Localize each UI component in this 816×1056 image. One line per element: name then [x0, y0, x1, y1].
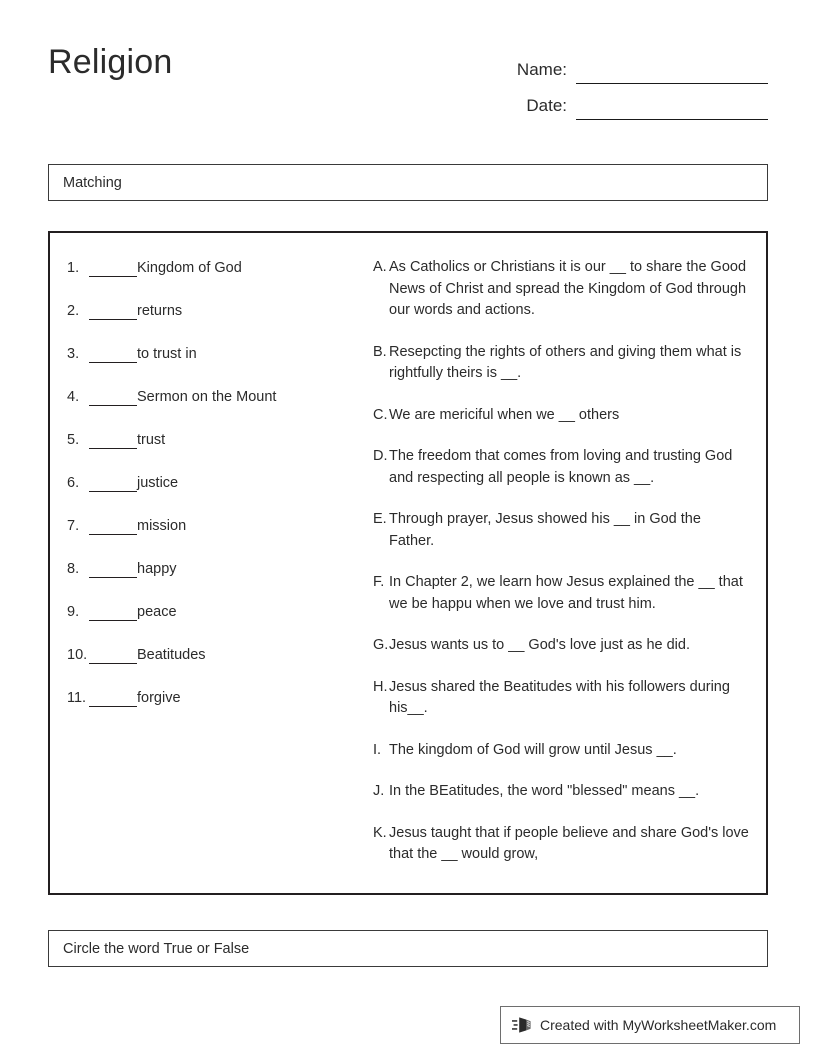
definition-text: We are mericiful when we __ others [389, 406, 620, 423]
section-header-matching-label: Matching [63, 174, 122, 191]
term-answer-blank[interactable] [89, 687, 137, 707]
term-label: Sermon on the Mount [137, 389, 277, 405]
definition-letter: A. [373, 259, 387, 275]
definition-text: The kingdom of God will grow until Jesus __. [389, 741, 677, 758]
date-label: Date: [526, 96, 567, 115]
page-title: Religion [48, 43, 173, 81]
matching-definitions-column [357, 255, 750, 866]
definition-letter: G. [373, 637, 389, 653]
term-label: Kingdom of God [137, 260, 242, 276]
term-answer-blank[interactable] [89, 300, 137, 320]
matching-definition-row [373, 781, 750, 803]
term-number: 8. [67, 561, 80, 577]
term-number: 1. [67, 260, 80, 276]
worksheet-maker-logo-icon [511, 1014, 533, 1036]
term-number: 7. [67, 518, 80, 534]
term-label: mission [137, 518, 187, 534]
definition-text: The freedom that comes from loving and trusting God and respecting all people is known as __. [389, 448, 733, 486]
matching-definition-row [373, 823, 750, 866]
definition-letter: K. [373, 824, 387, 841]
matching-definition-row [373, 740, 750, 762]
definition-text: Resepcting the rights of others and giving them what is rightfully theirs is __. [389, 343, 742, 381]
term-number: 3. [67, 346, 80, 362]
matching-definition-row [373, 257, 750, 322]
definition-text: Jesus wants us to __ God's love just as he did. [389, 637, 690, 653]
term-number: 9. [67, 604, 80, 620]
definition-letter: B. [373, 343, 387, 360]
definition-letter: F. [373, 574, 385, 590]
term-answer-blank[interactable] [89, 386, 137, 406]
term-number: 5. [67, 432, 80, 448]
term-label: trust [137, 432, 166, 448]
matching-definition-row [373, 342, 750, 385]
term-label: justice [137, 475, 179, 491]
term-label: to trust in [137, 346, 197, 362]
matching-definition-row [373, 405, 750, 427]
term-answer-blank[interactable] [89, 343, 137, 363]
section-header-true-false [48, 930, 768, 967]
term-answer-blank[interactable] [89, 601, 137, 621]
matching-terms-column [67, 255, 357, 709]
footer-badge[interactable] [500, 1006, 800, 1044]
matching-term-row [67, 343, 357, 365]
definition-letter: C. [373, 406, 388, 423]
matching-exercise-box [48, 231, 768, 895]
matching-term-row [67, 644, 357, 666]
name-field-row [458, 48, 768, 84]
section-header-matching [48, 164, 768, 201]
matching-term-row [67, 386, 357, 408]
definition-letter: D. [373, 448, 388, 464]
name-label: Name: [516, 60, 567, 79]
definition-text: As Catholics or Christians it is our __ to share the Good News of Christ and spread the Kingdom of God through our words and actions. [389, 259, 747, 318]
term-label: forgive [137, 690, 181, 706]
date-input-line[interactable] [576, 96, 768, 120]
term-label: returns [137, 303, 183, 319]
matching-term-row [67, 472, 357, 494]
matching-term-row [67, 601, 357, 623]
matching-definition-row [373, 572, 750, 615]
term-answer-blank[interactable] [89, 558, 137, 578]
matching-term-row [67, 515, 357, 537]
matching-term-row [67, 558, 357, 580]
term-number: 10. [67, 647, 88, 663]
definition-text: Jesus taught that if people believe and share God's love that the __ would grow, [389, 824, 749, 862]
matching-term-row [67, 257, 357, 279]
definition-text: Through prayer, Jesus showed his __ in God the Father. [389, 511, 701, 549]
term-number: 11. [67, 690, 87, 706]
definition-text: In the BEatitudes, the word "blessed" means __. [389, 783, 700, 799]
worksheet-header [48, 40, 768, 130]
name-input-line[interactable] [576, 60, 768, 84]
term-label: happy [137, 561, 177, 577]
term-number: 6. [67, 475, 80, 491]
matching-definition-row [373, 446, 750, 489]
term-number: 4. [67, 389, 80, 405]
footer-badge-label: Created with MyWorksheetMaker.com [540, 1017, 777, 1033]
term-number: 2. [67, 303, 80, 319]
matching-columns [50, 233, 766, 893]
definition-text: In Chapter 2, we learn how Jesus explained the __ that we be happu when we love and trust him. [389, 574, 743, 612]
matching-definition-row [373, 635, 750, 657]
definition-letter: J. [373, 783, 385, 799]
term-answer-blank[interactable] [89, 257, 137, 277]
term-answer-blank[interactable] [89, 429, 137, 449]
definition-text: Jesus shared the Beatitudes with his followers during his__. [389, 678, 730, 716]
term-label: Beatitudes [137, 647, 206, 663]
definition-letter: E. [373, 511, 387, 527]
matching-definition-row [373, 677, 750, 720]
definition-letter: I. [373, 741, 382, 758]
term-label: peace [137, 604, 177, 620]
matching-term-row [67, 300, 357, 322]
term-answer-blank[interactable] [89, 472, 137, 492]
matching-term-row [67, 429, 357, 451]
date-field-row [458, 84, 768, 120]
student-info-fields [458, 48, 768, 120]
matching-definition-row [373, 509, 750, 552]
term-answer-blank[interactable] [89, 515, 137, 535]
matching-term-row [67, 687, 357, 709]
definition-letter: H. [373, 678, 388, 695]
term-answer-blank[interactable] [89, 644, 137, 664]
section-header-true-false-label: Circle the word True or False [63, 940, 250, 957]
